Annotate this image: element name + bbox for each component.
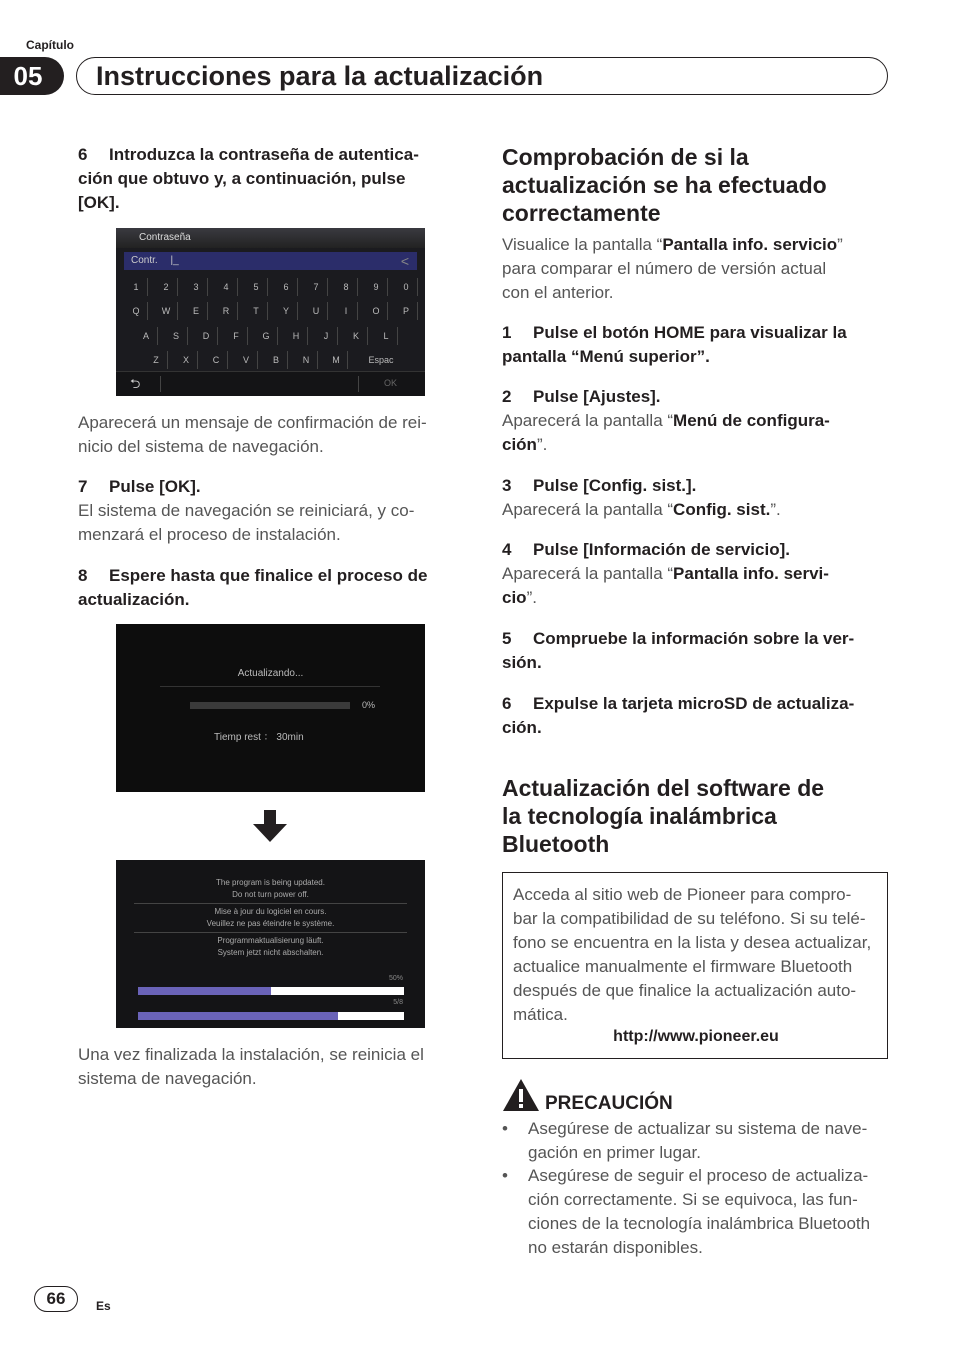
intro-bold: Pantalla info. servicio (662, 235, 838, 254)
progress-bar-step (138, 1012, 404, 1020)
step-8 (78, 564, 468, 612)
key: F (225, 327, 248, 345)
step-text: Expulse la tarjeta microSD de actualiza- ción. (502, 694, 855, 737)
update-message-en-1: The program is being updated. (216, 878, 325, 887)
key: 5 (245, 278, 268, 296)
step-1 (502, 321, 892, 369)
divider (134, 903, 407, 904)
keyboard-row-numbers (116, 278, 425, 298)
key: 1 (125, 278, 148, 296)
key: X (175, 351, 198, 369)
key: U (305, 302, 328, 320)
progress-percent: 0% (362, 700, 376, 710)
key: P (395, 302, 418, 320)
update-message-de-1: Programmaktualisierung läuft. (217, 936, 324, 945)
update-message-fr-2: Veuillez ne pas éteindre le système. (206, 919, 335, 928)
key: H (285, 327, 308, 345)
key: O (365, 302, 388, 320)
down-arrow-icon (253, 810, 287, 842)
step-number: 4 (502, 540, 512, 559)
key: 6 (275, 278, 298, 296)
key: D (195, 327, 218, 345)
step-number: 2 (502, 387, 512, 406)
step-text: Pulse [OK]. (109, 477, 201, 496)
section-heading-bluetooth: Actualización del software de la tecnología inalámbrica Bluetooth (502, 775, 825, 857)
step-4 (502, 538, 892, 610)
keyboard-bottom-bar (116, 371, 425, 396)
warning-icon (502, 1078, 540, 1112)
section-heading-verify: Comprobación de si la actualización se ha efectuado correctamente (502, 144, 827, 226)
key: 2 (155, 278, 178, 296)
password-field-value: |_ (170, 255, 179, 266)
step-heading (502, 627, 892, 675)
step-text: Pulse [Config. sist.]. (533, 476, 697, 495)
paragraph-intro (502, 233, 892, 305)
update-screen-progress (116, 860, 425, 1028)
step-description (502, 562, 892, 610)
keyboard-row-asdf (116, 327, 425, 347)
key: V (235, 351, 258, 369)
step-heading (502, 692, 892, 740)
progress-percent-overall: 50% (388, 975, 403, 982)
caution-item (502, 1117, 892, 1165)
step-3 (502, 474, 892, 522)
info-box (502, 872, 888, 1059)
key: J (315, 327, 338, 345)
step-description (502, 409, 892, 457)
key: E (185, 302, 208, 320)
key: 4 (215, 278, 238, 296)
step-7 (78, 475, 468, 499)
key: T (245, 302, 268, 320)
update-screen-start (116, 624, 425, 792)
caution-item (502, 1164, 892, 1260)
description-bold: Pantalla info. servi- cio (502, 564, 829, 607)
step-number: 6 (502, 694, 512, 713)
progress-bar-fill (138, 1012, 338, 1020)
description-text: Aparecerá la pantalla “ (502, 500, 674, 519)
key: K (345, 327, 368, 345)
update-message-fr-1: Mise à jour du logiciel en cours. (214, 907, 327, 916)
step-number: 3 (502, 476, 512, 495)
key: 0 (395, 278, 418, 296)
key: 8 (335, 278, 358, 296)
step-heading (502, 474, 892, 498)
ok-key: OK (384, 378, 398, 388)
step-2 (502, 385, 892, 457)
key: R (215, 302, 238, 320)
key: Q (125, 302, 148, 320)
step-number: 7 (78, 477, 88, 496)
key: W (155, 302, 178, 320)
keyboard-row-zxcv (116, 351, 425, 371)
key: B (265, 351, 288, 369)
password-field (124, 252, 417, 270)
paragraph-confirmation: Aparecerá un mensaje de confirmación de rei- nicio del sistema de navegación. (78, 413, 427, 456)
password-field-label: Contr. (131, 255, 158, 266)
step-6 (502, 692, 892, 740)
chapter-number: 05 (0, 57, 64, 95)
key: L (375, 327, 398, 345)
divider (358, 376, 359, 392)
page-number: 66 (34, 1286, 78, 1312)
step-text: Pulse [Ajustes]. (533, 387, 661, 406)
bullet-icon: • (502, 1119, 508, 1138)
return-icon: ⮌ (130, 376, 141, 391)
key: I (335, 302, 358, 320)
step-number: 5 (502, 629, 512, 648)
chapter-title: Instrucciones para la actualización (96, 61, 544, 91)
key: Y (275, 302, 298, 320)
update-message-de-2: System jetzt nicht abschalten. (217, 948, 324, 957)
backspace-icon: < (400, 253, 409, 269)
key: N (295, 351, 318, 369)
chapter-label: Capítulo (26, 38, 74, 52)
keyboard-screen (116, 228, 425, 396)
step-description (502, 498, 892, 522)
updating-label: Actualizando... (237, 668, 304, 679)
paragraph-finished: Una vez finalizada la instalación, se reinicia el sistema de navegación. (78, 1045, 424, 1088)
step-number: 6 (78, 145, 88, 164)
key: S (165, 327, 188, 345)
step-number: 8 (78, 566, 88, 585)
caution-item-text: Asegúrese de actualizar su sistema de nave- gación en primer lugar. (528, 1119, 868, 1162)
key: G (255, 327, 278, 345)
progress-bar-overall (138, 987, 404, 995)
step-text: Compruebe la información sobre la ver- sión. (502, 629, 855, 672)
progress-bar (190, 702, 350, 709)
step-heading (502, 321, 892, 369)
keyboard-title: Contraseña (116, 228, 425, 248)
pioneer-link[interactable]: http://www.pioneer.eu (613, 1028, 779, 1045)
step-6 (78, 143, 468, 215)
description-text: ”. (526, 588, 537, 607)
key: 7 (305, 278, 328, 296)
update-message-en-2: Do not turn power off. (232, 890, 309, 899)
description-text: ”. (536, 435, 548, 454)
step-heading (502, 385, 892, 409)
language-code: Es (96, 1299, 111, 1313)
description-text: Aparecerá la pantalla “ (502, 564, 674, 583)
step-text: Introduzca la contraseña de autentica- ción que obtuvo y, a continuación, pulse [OK]. (78, 145, 419, 212)
progress-bar-fill (138, 987, 271, 995)
divider (134, 932, 407, 933)
description-text: Aparecerá la pantalla “ (502, 411, 674, 430)
keyboard-row-qwerty (116, 302, 425, 322)
time-remaining: Tiemp rest ： 30min (214, 732, 304, 743)
step-number: 1 (502, 323, 512, 342)
description-bold: Config. sist. (673, 500, 771, 519)
key: M (325, 351, 348, 369)
key: Espac (368, 355, 394, 365)
divider (160, 376, 161, 392)
description-bold: Menú de configura- ción (502, 411, 830, 454)
key: Z (145, 351, 168, 369)
caution-title: PRECAUCIÓN (545, 1093, 673, 1114)
info-box-text: Acceda al sitio web de Pioneer para compro- bar la compatibilidad de su teléfono. Si su telé- fono se encuentra en la lista y desea actualizar, actualice manualmente el firmware Bluetooth después de que finalice la actualización auto- mática. (513, 885, 872, 1024)
intro-text: Visualice la pantalla “ (502, 235, 663, 254)
key: A (135, 327, 158, 345)
key: 9 (365, 278, 388, 296)
step-text: Pulse el botón HOME para visualizar la pantalla “Menú superior”. (502, 323, 847, 366)
caution-item-text: Asegúrese de seguir el proceso de actualiza- ción correctamente. Si se equivoca, las fun- ciones de la tecnología inalámbrica Bluetooth no estarán disponibles. (528, 1166, 871, 1257)
description-text: ”. (770, 500, 781, 519)
divider (160, 686, 380, 687)
intro-text: ” para comparar el número de versión actual con el anterior. (502, 235, 843, 302)
paragraph-restart: El sistema de navegación se reiniciará, y co- menzará el proceso de instalación. (78, 501, 415, 544)
step-text: Pulse [Información de servicio]. (533, 540, 790, 559)
bullet-icon: • (502, 1166, 508, 1185)
step-heading (502, 538, 892, 562)
key: C (205, 351, 228, 369)
step-text: Espere hasta que finalice el proceso de actualización. (78, 566, 428, 609)
key: 3 (185, 278, 208, 296)
step-5 (502, 627, 892, 675)
progress-count: 5/8 (393, 999, 403, 1006)
